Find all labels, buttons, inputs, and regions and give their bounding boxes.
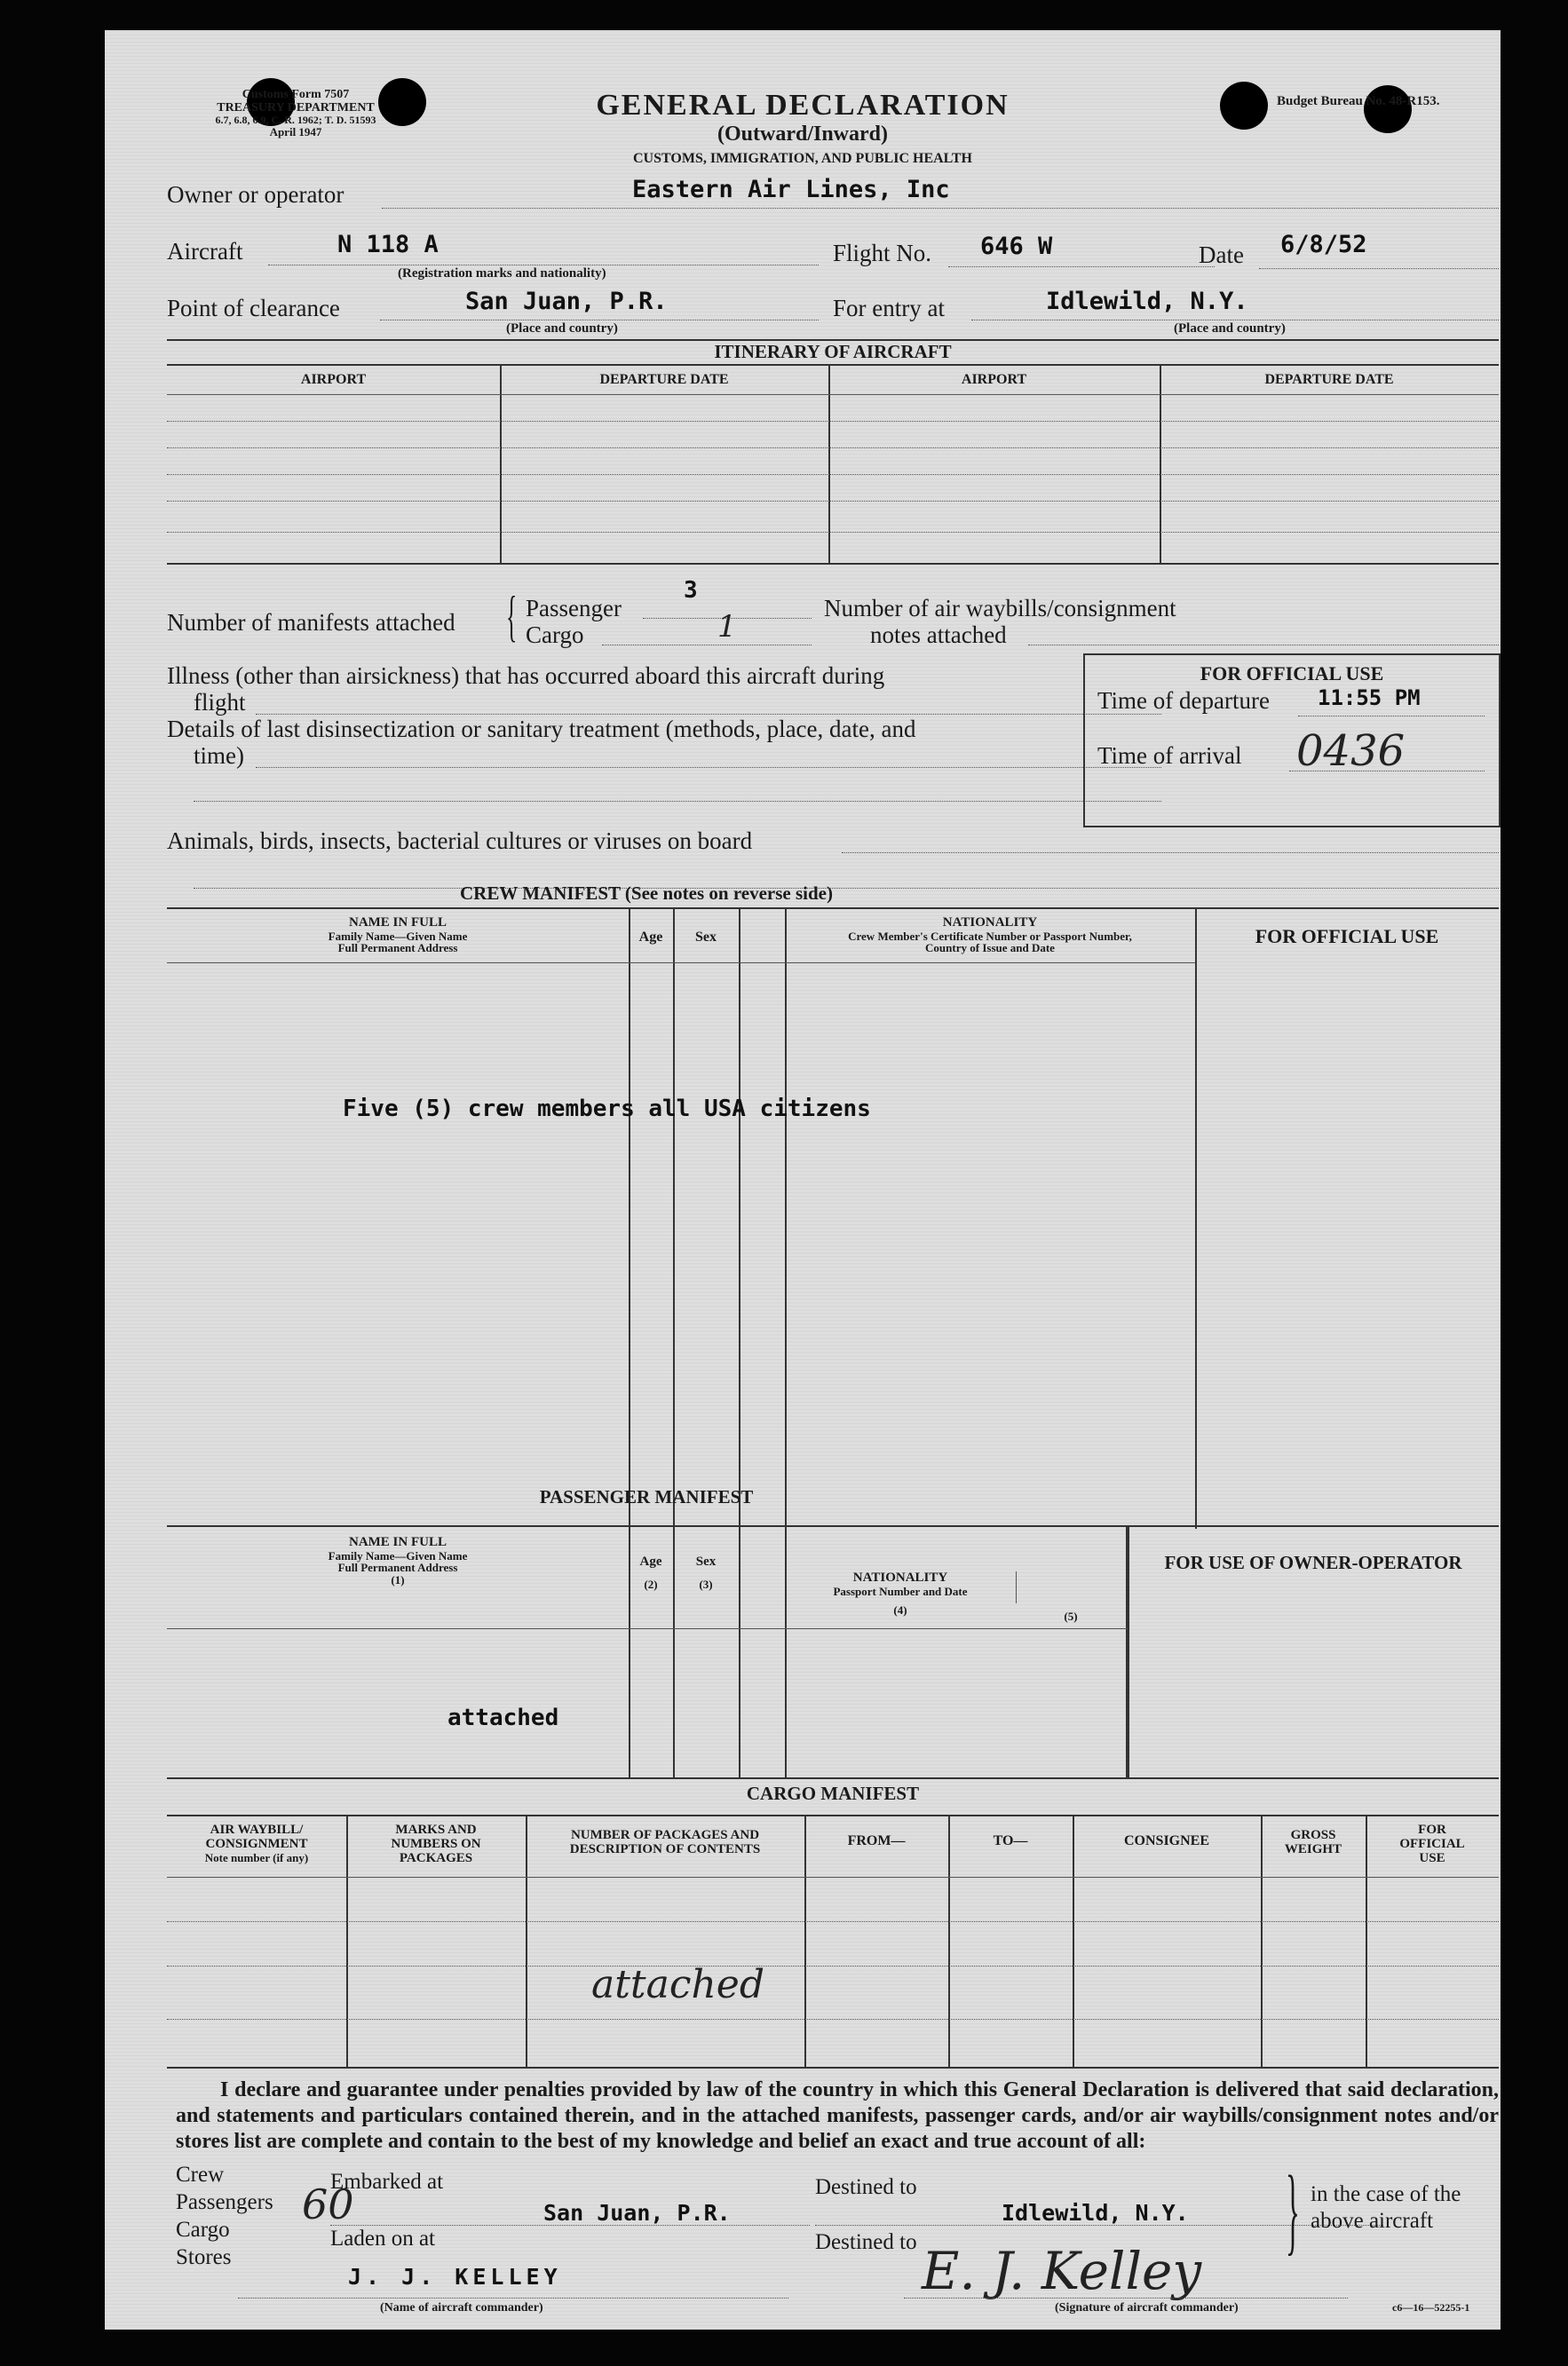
passenger-col-name-title: NAME IN FULL — [348, 1535, 447, 1549]
crew-col-name-sub: Full Permanent Address — [337, 941, 458, 955]
aircraft-value: N 118 A — [337, 231, 439, 258]
cargo-col-description-line: DESCRIPTION OF CONTENTS — [569, 1841, 761, 1856]
passenger-col-5: (5) — [1064, 1610, 1078, 1623]
declaration-list-cargo: Cargo — [176, 2218, 230, 2242]
passenger-col-sex — [673, 1555, 739, 1590]
itinerary-row-line — [167, 447, 1499, 448]
itinerary-row-line — [167, 394, 1499, 395]
passenger-col-number: (2) — [644, 1577, 658, 1591]
cargo-col-description — [526, 1829, 804, 1857]
flight-line — [948, 266, 1215, 267]
passenger-subdivider — [1016, 1571, 1017, 1603]
regulation-reference: 6.7, 6.8, 6.9, C. R. 1962; T. D. 51593 — [215, 114, 376, 127]
itinerary-col-departure-date: DEPARTURE DATE — [1264, 372, 1394, 387]
passenger-col-nationality-title: NATIONALITY — [852, 1571, 948, 1585]
case-label: in the case of the — [1311, 2182, 1461, 2206]
itinerary-title: ITINERARY OF AIRCRAFT — [714, 341, 952, 362]
itinerary-row-line — [167, 501, 1499, 502]
owner-value: Eastern Air Lines, Inc — [632, 176, 950, 203]
disinsect-label: Details of last disinsectization or sanitary treatment (methods, place, date, and — [167, 716, 916, 742]
cargo-manifest-title: CARGO MANIFEST — [746, 1783, 920, 1804]
entry-value: Idlewild, N.Y. — [1046, 288, 1248, 315]
cargo-col-gross-weight-line: GROSS — [1290, 1828, 1336, 1842]
punch-hole — [1364, 85, 1412, 133]
crew-col-nationality-sub: Crew Member's Certificate Number or Passport Number, — [848, 929, 1132, 943]
itinerary-col-airport: AIRPORT — [961, 372, 1027, 387]
cargo-col-to: TO— — [993, 1833, 1028, 1848]
commander-name-line — [238, 2298, 788, 2299]
crew-header-rule — [167, 962, 1195, 963]
cargo-col-marks-line: PACKAGES — [399, 1850, 473, 1865]
cargo-col-marks-line: NUMBERS ON — [391, 1836, 481, 1851]
itinerary-col-airport: AIRPORT — [300, 372, 367, 387]
passenger-col-nationality-sub: Passport Number and Date — [833, 1584, 968, 1598]
commander-name-value: J. J. KELLEY — [348, 2264, 562, 2290]
cargo-entry: attached — [591, 1962, 765, 2007]
manifests-label: Number of manifests attached — [167, 609, 455, 636]
form-subtitle-agencies: CUSTOMS, IMMIGRATION, AND PUBLIC HEALTH — [633, 151, 972, 166]
punch-hole — [1220, 82, 1268, 130]
waybills-label-line2: notes attached — [870, 621, 1007, 648]
cargo-manifest-label: Cargo — [526, 621, 584, 648]
passenger-col-number: (1) — [391, 1573, 405, 1587]
cargo-col-official-use — [1366, 1824, 1499, 1865]
declaration-text: I declare and guarantee under penalties provided by law of the country in which this General Declaration is delivered that said declaration, and statements and particulars contained therein, and in the attached manifests, passenger cards, and/or air waybills/consignment notes and/or stores list are complete and contain to the best of my knowledge and belief an exact and true account of all: — [176, 2078, 1499, 2153]
arrival-time-label: Time of arrival — [1097, 742, 1242, 769]
passenger-col-age-title: Age — [639, 1555, 662, 1569]
declaration-list-stores: Stores — [176, 2245, 232, 2269]
passenger-col-number: (4) — [893, 1603, 907, 1618]
signature-line — [904, 2298, 1348, 2299]
passenger-count-value: 60 — [302, 2180, 354, 2228]
arrival-time-line — [1289, 771, 1485, 772]
illness-label-line2: flight — [194, 689, 246, 716]
passenger-divider — [739, 1525, 740, 1777]
crew-col-official-use: FOR OFFICIAL USE — [1255, 925, 1439, 947]
passenger-manifest-value: 3 — [684, 577, 698, 604]
cargo-row-line — [167, 1921, 1499, 1922]
form-title: GENERAL DECLARATION — [596, 89, 1010, 122]
declaration-brace: } — [1286, 2156, 1300, 2264]
commander-name-label: (Name of aircraft commander) — [380, 2301, 543, 2315]
official-use-box — [1083, 653, 1501, 827]
departure-time-value: 11:55 PM — [1318, 685, 1421, 710]
form-id-block — [167, 89, 424, 138]
crew-col-nationality-title: NATIONALITY — [942, 915, 1038, 930]
crew-divider — [629, 907, 630, 1529]
place-note-clearance: (Place and country) — [506, 321, 618, 336]
passenger-bottom-rule — [167, 1777, 1499, 1779]
crew-col-age: Age — [638, 930, 663, 945]
cargo-col-gross-weight-line: WEIGHT — [1284, 1841, 1342, 1856]
destined-label: Destined to — [815, 2175, 917, 2199]
cargo-col-waybill — [167, 1824, 346, 1864]
cargo-col-official-line: USE — [1419, 1850, 1445, 1865]
case-label-line2: above aircraft — [1311, 2209, 1434, 2233]
crew-col-nationality-sub: Country of Issue and Date — [925, 941, 1055, 955]
illness-label: Illness (other than airsickness) that has occurred aboard this aircraft during — [167, 662, 885, 689]
commander-signature: E. J. Kelley — [922, 2241, 1202, 2301]
print-code: c6—16—52255-1 — [1392, 2301, 1470, 2314]
signature-label: (Signature of aircraft commander) — [1055, 2301, 1239, 2315]
passenger-col-nationality-head — [785, 1571, 1016, 1617]
place-note-entry: (Place and country) — [1174, 321, 1286, 336]
itinerary-row-line — [167, 474, 1499, 475]
crew-entry: Five (5) crew members all USA citizens — [343, 1096, 871, 1122]
itinerary-header-rule — [167, 364, 1499, 366]
clearance-label: Point of clearance — [167, 295, 340, 321]
date-value: 6/8/52 — [1280, 231, 1367, 258]
crew-col-name-sub: Family Name—Given Name — [328, 929, 468, 943]
cargo-col-official-line: OFFICIAL — [1399, 1836, 1465, 1851]
waybills-label: Number of air waybills/consignment — [824, 595, 1176, 621]
passenger-col-name-sub: Full Permanent Address — [337, 1561, 458, 1575]
declaration-list — [176, 2161, 273, 2271]
flight-number-value: 646 W — [980, 233, 1053, 260]
entry-label: For entry at — [833, 295, 945, 321]
manifests-brace: { — [506, 584, 518, 647]
crew-col-nationality — [785, 916, 1195, 954]
budget-bureau-number: Budget Bureau No. 48-R153. — [1277, 94, 1440, 108]
owner-line — [382, 208, 1499, 209]
illness-line — [256, 714, 1161, 715]
official-use-title: FOR OFFICIAL USE — [1200, 662, 1384, 684]
crew-divider — [739, 907, 740, 1529]
crew-manifest-title: CREW MANIFEST (See notes on reverse side) — [460, 882, 833, 904]
cargo-col-marks-line: MARKS AND — [395, 1823, 477, 1837]
embarked-label: Embarked at — [330, 2170, 444, 2194]
passenger-col-name — [167, 1536, 629, 1587]
disinsect-line-2 — [194, 801, 1161, 802]
crew-col-name — [167, 916, 629, 954]
cargo-col-marks — [346, 1824, 526, 1865]
passenger-entry: attached — [447, 1705, 559, 1731]
crew-divider — [673, 907, 675, 1529]
itinerary-row-line — [167, 421, 1499, 422]
passenger-divider — [785, 1525, 787, 1777]
disinsect-line — [256, 767, 1161, 768]
embarked-value: San Juan, P.R. — [543, 2200, 731, 2226]
flight-number-label: Flight No. — [833, 240, 932, 266]
cargo-col-official-line: FOR — [1418, 1823, 1446, 1837]
crew-divider — [785, 907, 787, 1529]
crew-divider — [1195, 907, 1197, 1529]
passenger-manifest-title: PASSENGER MANIFEST — [539, 1486, 754, 1507]
passenger-manifest-label: Passenger — [526, 595, 622, 621]
cargo-col-waybill-line: Note number (if any) — [204, 1850, 309, 1864]
arrival-time-value: 0436 — [1296, 726, 1406, 776]
itinerary-bottom-rule — [167, 563, 1499, 565]
destined-label-2: Destined to — [815, 2230, 917, 2254]
cargo-manifest-value: 1 — [717, 609, 737, 645]
cargo-col-from: FROM— — [847, 1833, 906, 1848]
form-date: April 1947 — [269, 124, 322, 138]
cargo-top-rule — [167, 1815, 1499, 1816]
aircraft-label: Aircraft — [167, 238, 243, 265]
destined-value: Idlewild, N.Y. — [1002, 2200, 1189, 2226]
declaration-form-sheet — [105, 30, 1501, 2330]
cargo-col-gross-weight — [1261, 1829, 1366, 1857]
departure-time-label: Time of departure — [1097, 687, 1270, 714]
passenger-header-rule — [167, 1628, 1128, 1629]
crew-col-sex: Sex — [695, 930, 717, 945]
passenger-top-rule — [167, 1525, 1499, 1527]
department: TREASURY DEPARTMENT — [217, 100, 375, 115]
embarked-line — [330, 2225, 810, 2226]
passenger-col-name-sub: Family Name—Given Name — [328, 1548, 468, 1563]
registration-note: (Registration marks and nationality) — [398, 266, 606, 281]
form-subtitle: (Outward/Inward) — [717, 123, 888, 146]
passenger-col-owner-operator: FOR USE OF OWNER-OPERATOR — [1164, 1552, 1462, 1573]
declaration-list-passengers: Passengers — [176, 2190, 273, 2214]
passenger-col-sex-title: Sex — [695, 1555, 717, 1569]
itinerary-col-departure-date: DEPARTURE DATE — [599, 372, 729, 387]
date-label: Date — [1199, 241, 1244, 268]
animals-label: Animals, birds, insects, bacterial cultures or viruses on board — [167, 827, 753, 854]
laden-label: Laden on at — [330, 2227, 436, 2251]
cargo-col-consignee: CONSIGNEE — [1123, 1833, 1210, 1848]
cargo-divider — [1073, 1815, 1074, 2067]
cargo-header-rule — [167, 1877, 1499, 1878]
animals-line — [842, 852, 1499, 853]
cargo-divider — [948, 1815, 950, 2067]
disinsect-label-line2: time) — [194, 742, 244, 769]
declaration-list-crew: Crew — [176, 2163, 225, 2187]
cargo-col-waybill-line: CONSIGNMENT — [205, 1836, 308, 1851]
owner-label: Owner or operator — [167, 181, 344, 208]
itinerary-row-line — [167, 532, 1499, 533]
cargo-divider — [804, 1815, 806, 2067]
clearance-value: San Juan, P.R. — [465, 288, 668, 315]
cargo-col-waybill-line: AIR WAYBILL/ — [210, 1823, 304, 1837]
date-line — [1259, 268, 1499, 269]
cargo-col-description-line: NUMBER OF PACKAGES AND — [570, 1828, 760, 1842]
cargo-bottom-rule — [167, 2067, 1499, 2069]
passenger-col-age — [629, 1555, 673, 1590]
form-number: Customs Form 7507 — [242, 88, 350, 101]
crew-col-name-title: NAME IN FULL — [348, 915, 447, 930]
passenger-col-number: (3) — [699, 1577, 713, 1591]
cargo-row-line — [167, 2019, 1499, 2020]
crew-top-rule — [167, 907, 1499, 909]
